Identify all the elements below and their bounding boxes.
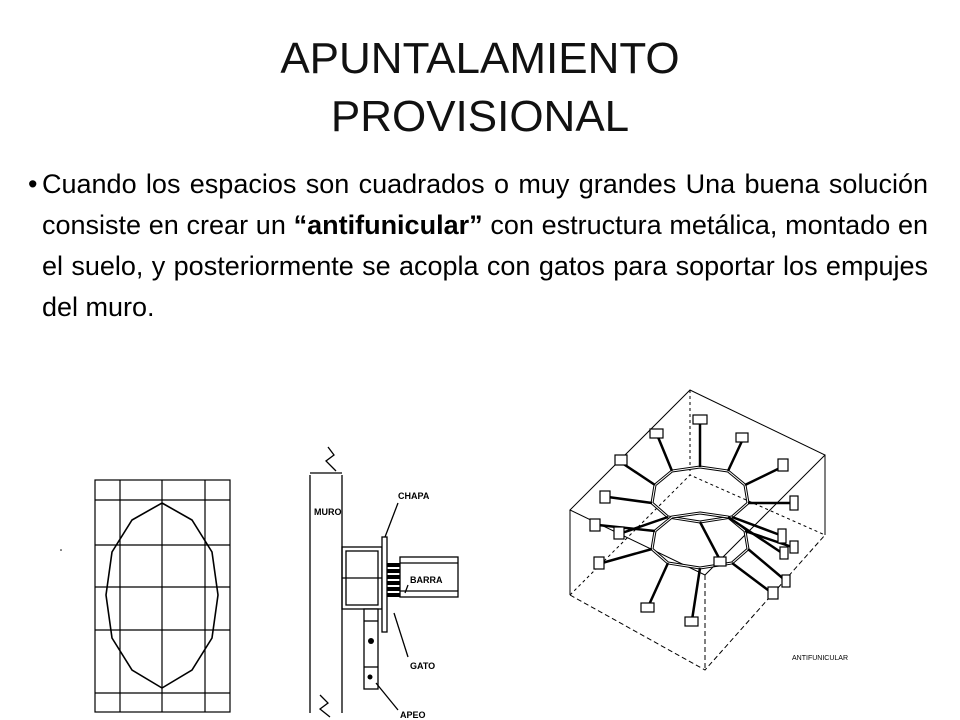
plan-drawing [55, 470, 235, 715]
slide-title [0, 30, 960, 146]
bullet-text [42, 164, 928, 328]
bullet-item [28, 164, 928, 328]
label-chapa: CHAPA [398, 491, 430, 501]
plan-drawing-svg [55, 470, 235, 715]
bullet-text-part-1: Cuando los espacios son cuadrados o muy grandes Una buena solución consiste en crear un [42, 169, 928, 240]
bullet-icon: • [28, 169, 38, 199]
section-drawing [290, 445, 460, 720]
label-gato: GATO [410, 661, 436, 671]
title-line-2: PROVISIONAL [330, 92, 630, 141]
label-apeo: APEO [400, 710, 426, 720]
label-muro: MURO [314, 507, 342, 517]
isometric-drawing [560, 385, 880, 675]
section-drawing-svg [290, 445, 460, 720]
bullet-text-part-2: con estructura metálica, montado en el suelo, y posteriormente se acopla con gatos para soportar los empujes del muro. [42, 210, 928, 322]
label-antifunicular: ANTIFUNICULAR [792, 655, 849, 662]
title-line-1: APUNTALAMIENTO [280, 34, 680, 83]
bullet-text-bold: “antifunicular” [293, 210, 483, 240]
isometric-drawing-svg [560, 385, 880, 675]
label-barra: BARRA [410, 575, 443, 585]
